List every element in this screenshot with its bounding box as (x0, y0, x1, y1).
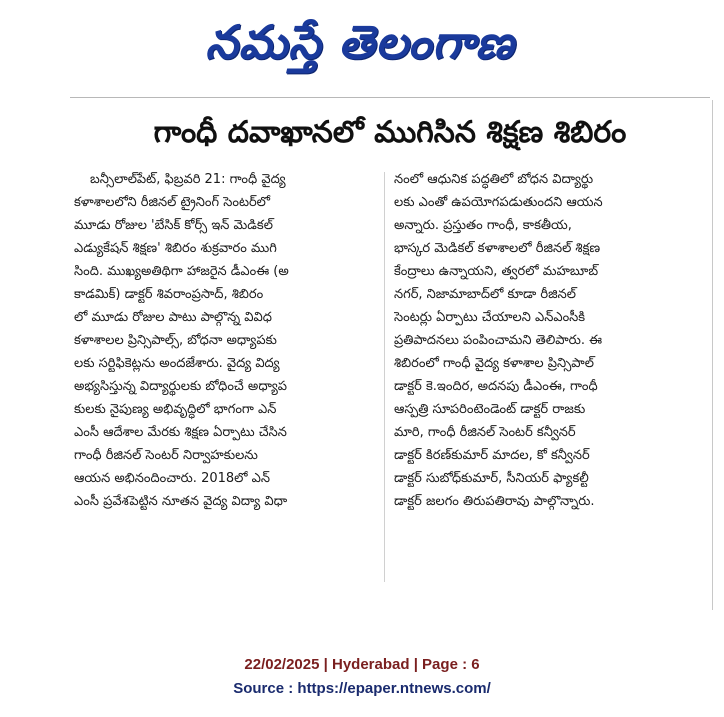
column-line: శిబిరంలో గాంధీ వైద్య కళాశాల ప్రిన్సిపాల్ (394, 356, 594, 371)
top-divider (70, 97, 710, 98)
column-line: కేంద్రాలు ఉన్నాయని, త్వరలో మహబూబ్ (394, 264, 599, 279)
column-line: కులకు నైపుణ్య అభివృద్ధిలో భాగంగా ఎన్ (74, 402, 277, 417)
column-line: డాక్టర్ కె.ఇందిర, అదనపు డీఎంఈ, గాంధీ (394, 379, 598, 394)
column-line: భాస్కర మెడికల్ కళాశాలలో రీజినల్ శిక్షణ (394, 241, 601, 256)
source-line[interactable]: Source : https://epaper.ntnews.com/ (233, 680, 491, 697)
article-column-right (394, 168, 700, 588)
article-column-left (74, 168, 380, 588)
column-line: కళాశాలల ప్రిన్సిపాల్స్, బోధనా అధ్యాపకు (74, 333, 277, 348)
column-line: లకు సర్టిఫికెట్లను అందజేశారు. వైద్య విద్య (74, 356, 280, 371)
column-line: డాక్టర్ సుబోధ్‌కుమార్, సీనియర్ ఫ్యాకల్టీ (394, 471, 589, 486)
column-line: గాంధీ రీజినల్ సెంటర్ నిర్వాహకులను (74, 448, 258, 463)
column-line: మారి, గాంధీ రీజినల్ సెంటర్ కన్వీనర్ (394, 425, 576, 440)
column-line: సెంటర్లు ఏర్పాటు చేయాలని ఎన్ఎంసీకి (394, 310, 586, 325)
column-line: డాక్టర్ కిరణ్‌కుమార్ మాదల, కో కన్వీనర్ (394, 448, 590, 463)
column-line: ఎంసీ ఆదేశాల మేరకు శిక్షణ ఏర్పాటు చేసిన (74, 425, 287, 440)
column-line: ఎంసీ ప్రవేశపెట్టిన నూతన వైద్య విద్యా విధా (74, 494, 288, 509)
column-line: నగర్, నిజామాబాద్‌లో కూడా రీజినల్ (394, 287, 576, 302)
column-line: సింది. ముఖ్యఅతిథిగా హాజరైన డీఎంఈ (అ (74, 264, 289, 279)
column-line: ప్రతిపాదనలు పంపించామని తెలిపారు. ఈ (394, 333, 603, 348)
column-line: లో మూడు రోజుల పాటు పాల్గొన్న వివిధ (74, 310, 272, 325)
column-line: నంలో ఆధునిక పద్ధతిలో బోధన విద్యార్థు (394, 172, 594, 187)
column-divider (384, 172, 385, 582)
page-edge-rule (712, 100, 713, 610)
column-line: అన్నారు. ప్రస్తుతం గాంధీ, కాకతీయ, (394, 218, 572, 233)
article-body (74, 168, 706, 588)
column-line: కాడమిక్) డాక్టర్ శివరాంప్రసాద్, శిబిరం (74, 287, 264, 302)
column-line: ఆస్పత్రి సూపరింటెండెంట్ డాక్టర్ రాజకు (394, 402, 586, 417)
column-line: అభ్యసిస్తున్న విద్యార్థులకు బోధించే అధ్యాప (74, 379, 288, 394)
edition-date-line: 22/02/2025 | Hyderabad | Page : 6 (244, 656, 480, 673)
column-line: లకు ఎంతో ఉపయోగపడుతుందని ఆయన (394, 195, 603, 210)
column-line: బన్సీలాల్‌పేట్, ఫిబ్రవరి 21: గాంధీ వైద్య (90, 172, 286, 187)
column-line: డాక్టర్ జలగం తిరుపతిరావు పాల్గొన్నారు. (394, 494, 595, 509)
article-headline: గాంధీ దవాఖానలో ముగిసిన శిక్షణ శిబిరం (153, 115, 627, 150)
masthead-logo: నమస్తే తెలంగాణ (205, 15, 515, 69)
column-line: మూడు రోజుల 'బేసిక్ కోర్స్ ఇన్ మెడికల్ (74, 218, 273, 233)
column-line: ఎడ్యుకేషన్ శిక్షణ' శిబిరం శుక్రవారం ముగి (74, 241, 277, 256)
column-line: కళాశాలలోని రీజినల్ ట్రైనింగ్ సెంటర్‌లో (74, 195, 271, 210)
column-line: ఆయన అభినందించారు. 2018లో ఎన్ (74, 471, 271, 486)
